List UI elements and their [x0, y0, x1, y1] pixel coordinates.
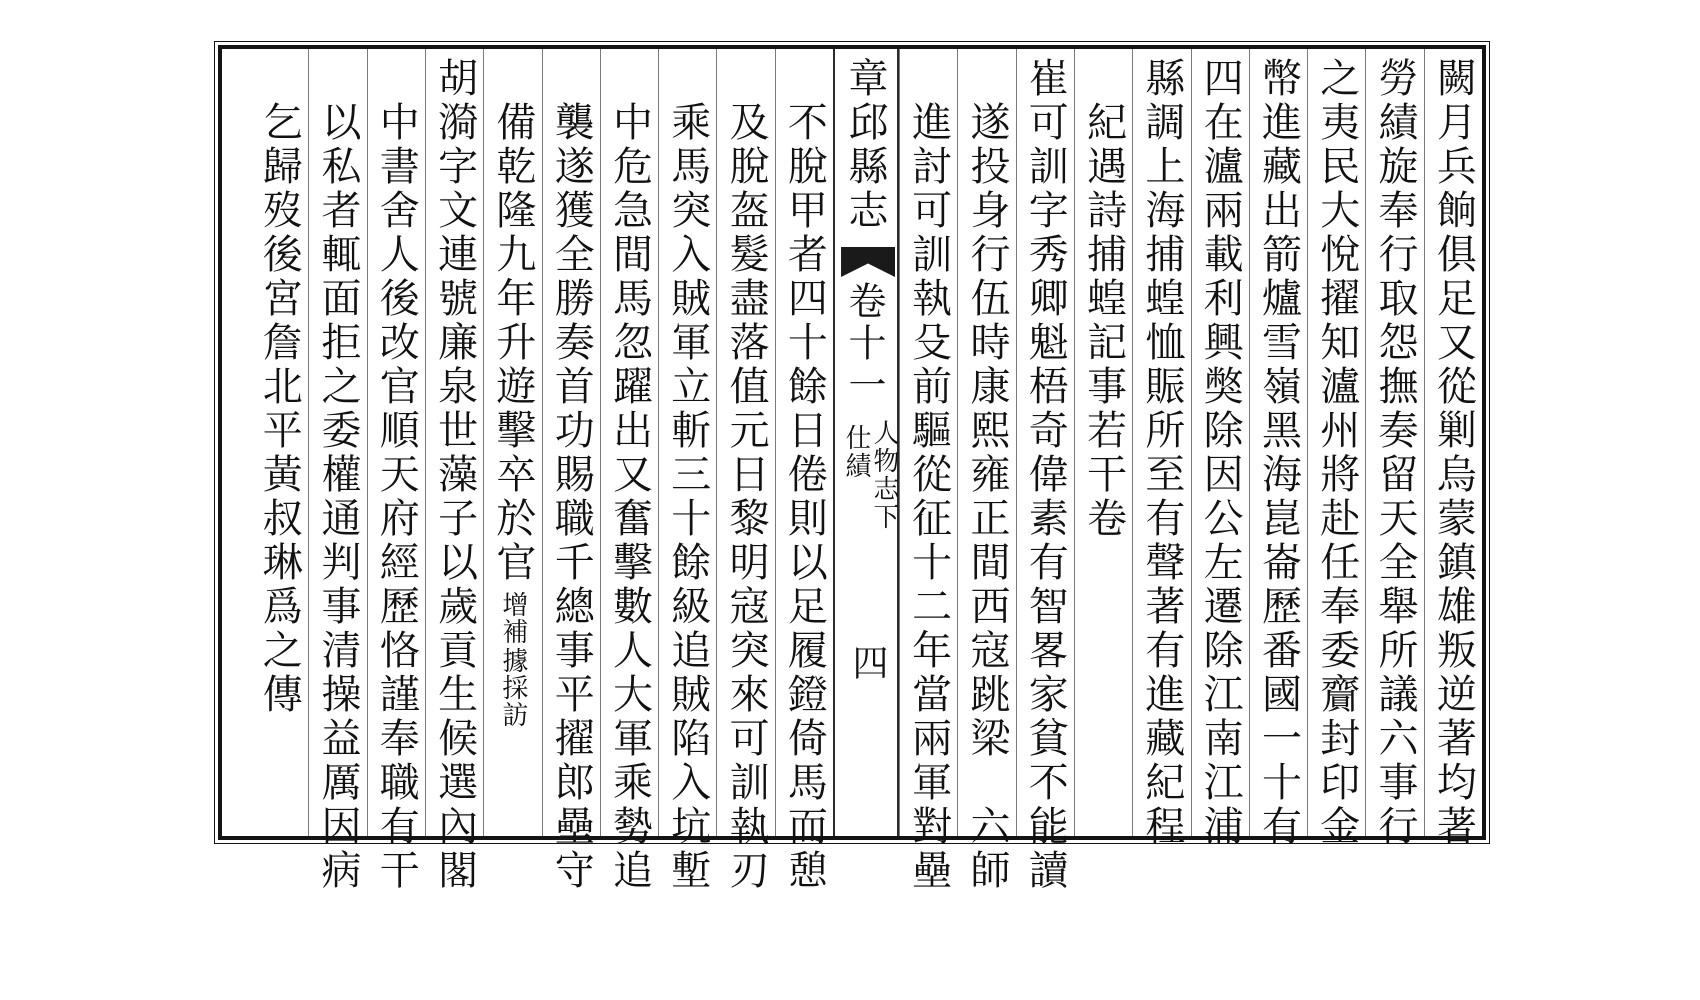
text-column-c8: [1016, 49, 1074, 893]
main-text: 闕月兵餉俱足又從剿烏蒙鎮雄叛逆著均著: [1430, 57, 1477, 849]
main-text: 紀遇詩捕蝗記事若干卷: [1080, 101, 1127, 541]
interlinear-note: [499, 591, 526, 728]
text-column-c17: [425, 49, 483, 893]
text-column-c5: [1191, 49, 1249, 849]
column-text: [905, 57, 952, 893]
main-text: 乘馬突入賊軍立斬三十餘級追賊陷入坑塹: [664, 101, 711, 893]
main-text: 勞績旋奉行取怨撫奏留天全舉所議六事行: [1372, 57, 1419, 849]
column-text: [1430, 57, 1477, 849]
subsection-label: 仕績: [841, 424, 872, 480]
column-text: [664, 57, 711, 893]
main-text: 縣調上海捕蝗恤賑所至有聲著有進藏紀程: [1138, 57, 1185, 849]
text-column-c10: [899, 49, 957, 893]
note-line-1: 據採訪: [497, 647, 528, 728]
column-text: [606, 57, 653, 893]
book-title: 章邱縣志: [842, 57, 889, 233]
main-text: 進討可訓執殳前驅從征十二年當兩軍對壘: [905, 101, 952, 893]
column-text: [1197, 57, 1244, 849]
text-column-c19: [308, 49, 366, 893]
column-text: [548, 57, 595, 893]
column-text: [256, 57, 303, 836]
text-column-c12: [716, 49, 774, 893]
main-text: 之夷民大悅擢知瀘州將赴任奉委齎封印金: [1313, 57, 1360, 849]
column-text: [1255, 57, 1302, 849]
text-column-c14: [600, 49, 658, 893]
main-text: 胡漪字文連號廉泉世藻子以歲貢生候選內閣: [431, 57, 478, 893]
main-text: 遂投身行伍時康熙雍正間西寇跳梁 六師: [963, 101, 1010, 893]
main-text: 不脫甲者四十餘日倦則以足履鐙倚馬而憩: [781, 101, 828, 893]
main-text: 備乾隆九年升遊擊卒於官: [489, 101, 536, 585]
main-text: 以私者輒面拒之委權通判事清操益厲因病: [315, 101, 361, 893]
column-text: [1313, 57, 1360, 849]
text-column-c2: [1365, 49, 1423, 849]
text-column-c7: [1074, 49, 1132, 836]
column-text: [963, 57, 1010, 893]
column-text: [1080, 57, 1127, 836]
text-column-c13: [658, 49, 716, 893]
main-text: 襲遂獲全勝奏首功賜職千總事平擢郎壘守: [548, 101, 595, 893]
text-column-c3: [1307, 49, 1365, 849]
text-column-c9: [957, 49, 1015, 893]
main-text: 中書舍人後改官順天府經歷恪謹奉職有干: [373, 101, 420, 893]
section-label: 人物志下: [869, 419, 900, 531]
text-column-c16: [483, 49, 541, 836]
column-text: [1138, 57, 1185, 849]
column-text: [1372, 57, 1419, 849]
column-text: [373, 57, 420, 893]
fish-tail-mark: [841, 247, 895, 277]
text-column-c6: [1132, 49, 1190, 849]
main-text: 乞歸歿後宮詹北平黃叔琳爲之傳: [256, 101, 303, 717]
text-column-c15: [542, 49, 600, 893]
main-text: 四在瀘兩載利興獘除因公左遷除江南江浦: [1197, 57, 1244, 849]
folio-number: 四: [847, 644, 889, 680]
column-text: [431, 57, 478, 893]
column-text: [723, 57, 770, 893]
text-column-c11: [775, 49, 833, 893]
text-column-c18: [367, 49, 425, 893]
main-text: 崔可訓字秀卿魁梧奇偉素有智畧家貧不能讀: [1022, 57, 1069, 893]
column-text: [1022, 57, 1069, 893]
text-column-c20: [250, 49, 308, 836]
text-column-c4: [1249, 49, 1307, 849]
page-frame: [218, 45, 1486, 893]
column-text: [781, 57, 828, 893]
column-text: [489, 57, 536, 836]
main-text: 中危急間馬忽躍出又奮擊數人大軍乘勢追: [606, 101, 653, 893]
text-columns: [222, 49, 1482, 893]
main-text: 幣進藏出箭爐雪嶺黑海崑崙歷番國一十有: [1255, 57, 1302, 849]
text-column-c1: [1424, 49, 1482, 849]
column-text: [315, 57, 361, 893]
main-text: 及脫盔髮盡落值元日黎明寇突來可訓執刃: [723, 101, 770, 893]
center-column-banxin: [833, 49, 899, 836]
volume-label: 卷十一: [842, 281, 887, 407]
note-line-2: 增補: [497, 591, 528, 645]
